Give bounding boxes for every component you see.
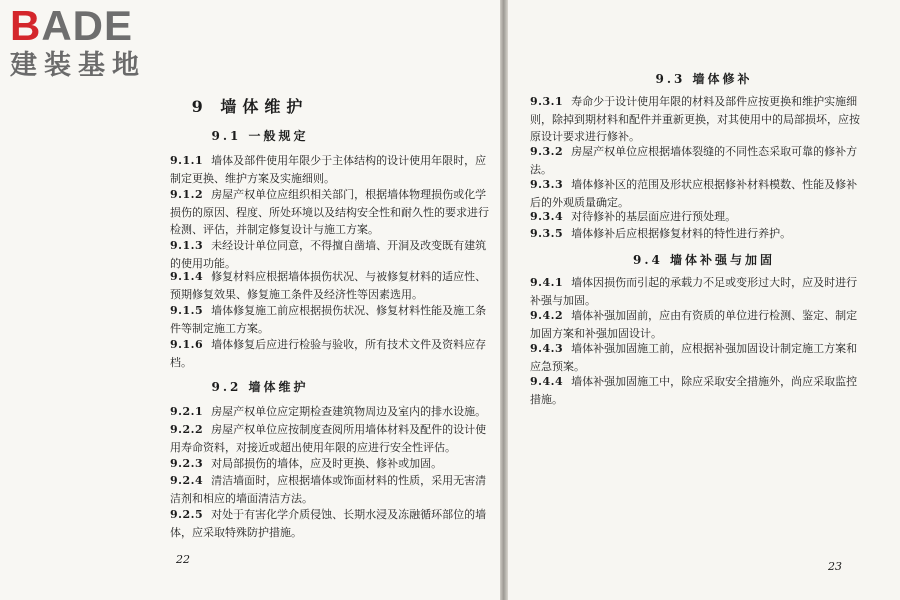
chapter-title: 9 墙体维护 [191, 97, 309, 116]
section-title-9-1: 9.1 一般规定 [211, 129, 309, 143]
clause-9-3-4: 9.3.4 对待修补的基层面应进行预处理。 [530, 210, 737, 223]
clause-9-3-3: 9.3.3 墙体修补区的范围及形状应根据修补材料模数、性能及修补后的外观质量确定。 [530, 178, 858, 209]
clause-9-2-1: 9.2.1 房屋产权单位应定期检查建筑物周边及室内的排水设施。 [170, 405, 487, 418]
section-title-9-4: 9.4 墙体补强与加固 [632, 253, 776, 267]
clause-9-1-6: 9.1.6 墙体修复后应进行检验与验收，所有技术文件及资料应存档。 [170, 338, 487, 369]
clause-9-3-1: 9.3.1 寿命少于设计使用年限的材料及部件应按更换和维护实施细则，除掉到期材料和配件并重新更换，对其使用中的局部损坏，应按原设计要求进行修补。 [530, 95, 860, 143]
section-title-9-2: 9.2 墙体维护 [211, 380, 309, 394]
clause-9-4-2: 9.4.2 墙体补强加固前，应由有资质的单位进行检测、鉴定、制定加固方案和补强加固设计。 [530, 309, 858, 340]
clause-9-4-3: 9.4.3 墙体补强加固施工前，应根据补强加固设计制定施工方案和应急预案。 [530, 342, 858, 373]
clause-9-1-4: 9.1.4 修复材料应根据墙体损伤状况、与被修复材料的适应性、预期修复效果、修复施工条件及经济性等因素选用。 [170, 270, 487, 301]
page-number-left: 22 [176, 553, 190, 566]
clause-9-2-5: 9.2.5 对处于有害化学介质侵蚀、长期水浸及冻融循环部位的墙体，应采取特殊防护措施。 [170, 508, 487, 539]
clause-9-1-3: 9.1.3 未经设计单位同意，不得擅自凿墙、开洞及改变既有建筑的使用功能。 [170, 239, 487, 270]
clause-9-4-4: 9.4.4 墙体补强加固施工中，除应采取安全措施外，尚应采取监控措施。 [530, 375, 858, 406]
clause-9-3-5: 9.3.5 墙体修补后应根据修复材料的特性进行养护。 [530, 227, 792, 240]
logo-wordmark: BADE [10, 2, 134, 49]
logo-subtitle: 建装基地 [10, 50, 146, 81]
bade-logo [10, 4, 190, 84]
right-page [508, 0, 900, 600]
section-title-9-3: 9.3 墙体修补 [655, 72, 753, 86]
clause-9-3-2: 9.3.2 房屋产权单位应根据墙体裂缝的不同性态采取可靠的修补方法。 [530, 145, 858, 176]
clause-9-2-4: 9.2.4 清洁墙面时，应根据墙体或饰面材料的性质，采用无害清洁剂和相应的墙面清洁方法。 [170, 474, 487, 505]
clause-9-1-1: 9.1.1 墙体及部件使用年限少于主体结构的设计使用年限时，应制定更换、维护方案及实施细则。 [170, 154, 487, 185]
clause-9-4-1: 9.4.1 墙体因损伤而引起的承载力不足或变形过大时，应及时进行补强与加固。 [530, 276, 858, 307]
clause-9-2-3: 9.2.3 对局部损伤的墙体，应及时更换、修补或加固。 [170, 457, 443, 470]
clause-9-1-5: 9.1.5 墙体修复施工前应根据损伤状况、修复材料性能及施工条件等制定施工方案。 [170, 304, 487, 335]
clause-9-1-2: 9.1.2 房屋产权单位应组织相关部门，根据墙体物理损伤或化学损伤的原因、程度、所处环境以及结构安全性和耐久性的要求进行检测、评估，并制定修复设计与施工方案。 [170, 188, 489, 236]
clause-9-2-2: 9.2.2 房屋产权单位应按制度查阅所用墙体材料及配件的设计使用寿命资料，对接近或超出使用年限的应进行安全性评估。 [170, 423, 487, 454]
book-spine [500, 0, 508, 600]
page-number-right: 23 [828, 560, 842, 573]
